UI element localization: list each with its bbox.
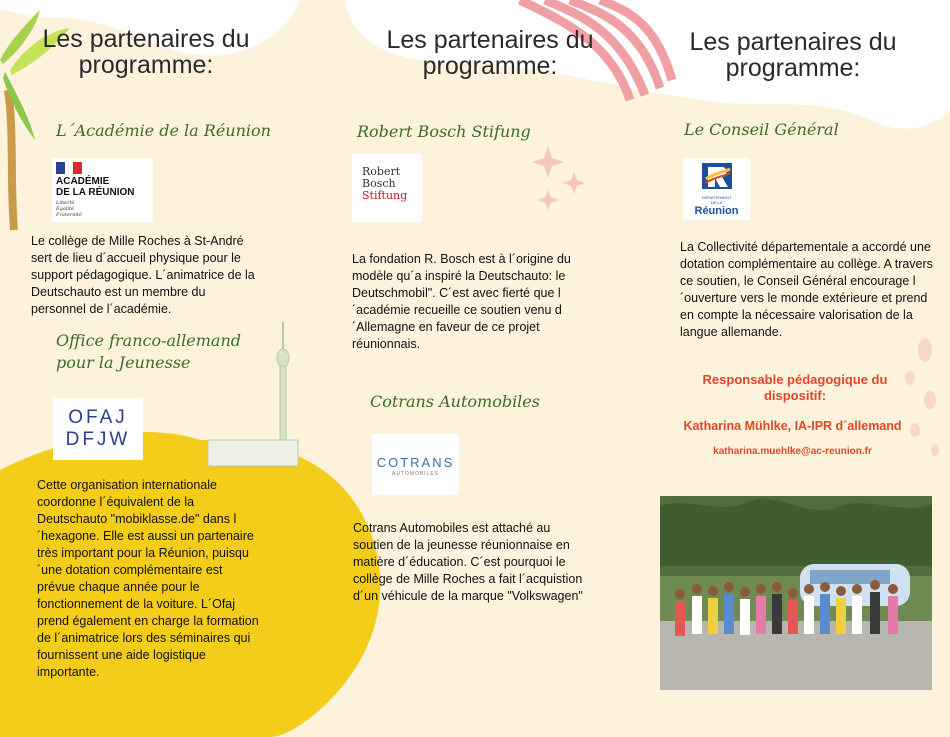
contact-name: Katharina Mühlke, IA-IPR d´allemand — [683, 419, 902, 433]
column-3-title: Les partenaires du programme: — [689, 28, 897, 82]
departement-logo — [683, 158, 750, 220]
heading-conseil: Le Conseil Général — [684, 120, 839, 139]
bosch-logo-line1: Robert — [362, 165, 401, 178]
bosch-text: La fondation R. Bosch est à l´origine du modèle qu´a inspiré la Deutschauto: le Deutschmobil". C´est avec fierté que l´académie recueille ce soutien venu d´Allemagne en faveur de ce projet réunionnais. — [352, 252, 571, 351]
ofaj-logo-line1: OFAJ — [68, 407, 128, 428]
group-photo — [660, 496, 932, 690]
ofaj-logo — [53, 398, 143, 460]
motto-3: Fraternité — [56, 212, 82, 218]
motto-2: Égalité — [56, 206, 74, 212]
conseil-text: La Collectivité départementale a accordé une dotation complémentaire au collège. A travers ce soutien, le Conseil Général encourage l´ouverture vers le monde extérieure et prend en compte la nécessaire valorisation de la langue allemande. — [680, 240, 933, 339]
contact-email: katharina.muehlke@ac-reunion.fr — [713, 446, 872, 457]
cotrans-logo-line2: AUTOMOBILES — [391, 471, 440, 477]
bosch-logo-line2: Bosch — [362, 177, 396, 190]
ofaj-text: Cette organisation internationale coordonne l´équivalent de la Deutschauto "mobiklasse.de" dans l´hexagone. Elle est aussi un partenaire très important pour la Réunion, puisqu´une dotation complémentaire est prévue chaque année pour le fonctionnement de la voiture. L´Ofaj prend également en charge la formation de l´animatrice lors des séminaires qui fournissent une aide logistique importante. — [37, 478, 259, 679]
cotrans-logo — [372, 434, 459, 495]
cotrans-logo-line1: COTRANS — [376, 455, 455, 470]
departement-emblem-icon — [700, 161, 734, 191]
heading-academie: L´Académie de la Réunion — [56, 121, 271, 140]
departement-logo-line3: Réunion — [694, 205, 739, 217]
heading-cotrans: Cotrans Automobiles — [370, 392, 540, 411]
contact-label: Responsable pédagogique du dispositif: — [702, 372, 888, 403]
academie-text: Le collège de Mille Roches à St-André sert de lieu d´accueil physique pour le support pédagogique. L´animatrice de la Deutschauto est un membre du personnel de l´académie. — [31, 234, 255, 316]
column-1-title: Les partenaires du programme: — [42, 25, 250, 79]
departement-logo-line2: DE LA — [710, 200, 723, 205]
ofaj-logo-line2: DFJW — [65, 429, 131, 450]
motto-1: Liberté — [56, 200, 75, 206]
heading-bosch: Robert Bosch Stifung — [357, 122, 531, 141]
academie-logo-line2: DE LA RÉUNION — [56, 187, 135, 198]
cotrans-text: Cotrans Automobiles est attaché au soutien de la jeunesse réunionnaise en matière d´éducation. C´est pourquoi le collège de Mille Roches a fait l´acquistion d´un véhicule de la marque "Volkswagen" — [353, 521, 583, 603]
flag-icon — [56, 162, 82, 174]
academie-logo — [52, 158, 153, 222]
academie-logo-line1: ACADÉMIE — [56, 176, 110, 187]
heading-ofaj: Office franco-allemand pour la Jeunesse — [56, 331, 241, 372]
bosch-logo-line3: Stiftung — [362, 189, 408, 202]
column-2-title: Les partenaires du programme: — [386, 26, 594, 80]
departement-logo-line1: DÉPARTEMENT — [701, 195, 732, 200]
bosch-logo — [352, 154, 422, 222]
